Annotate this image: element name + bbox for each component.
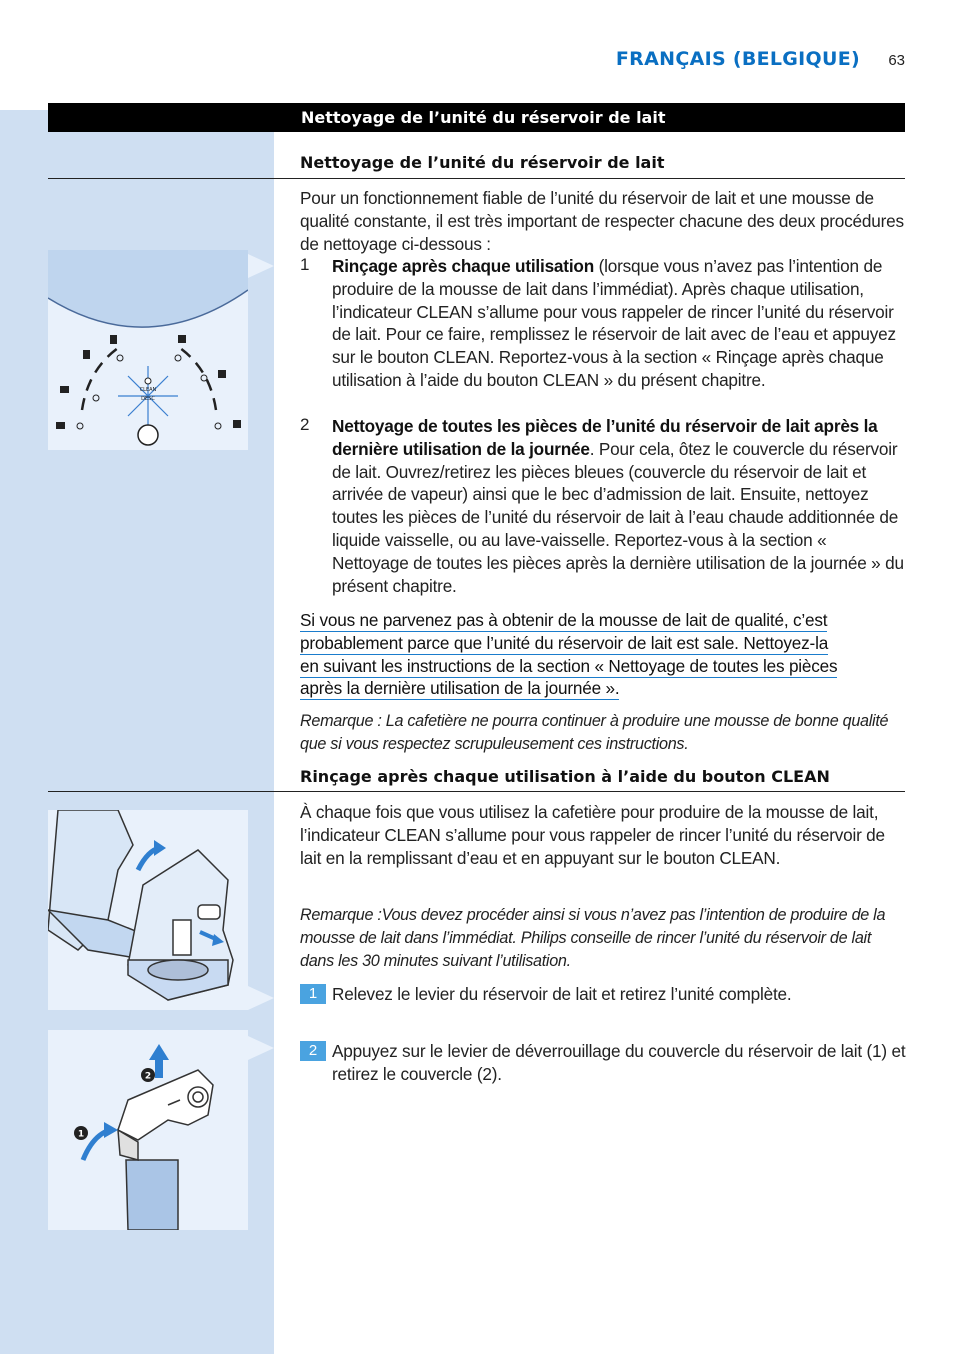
panel-desc-label: DESC [141,396,155,402]
item1-text [332,255,906,392]
section1-heading: Nettoyage de l’unité du réservoir de lait [300,153,665,172]
control-panel-illustration [48,250,248,450]
section2-intro: À chaque fois que vous utilisez la cafetière pour produire de la mousse de lait, l’indicateur CLEAN s’allume pour vous rappeler de rincer l’unité du réservoir de lait en la remplissant d’eau et en appuyant sur le bouton CLEAN. [300,802,885,868]
section-bar [48,103,905,132]
item2-text [332,415,906,597]
step2-badge: 2 [300,1041,326,1061]
warning-line-2: probablement parce que l’unité du réservoir de lait est sale. Nettoyez-la [300,632,829,653]
page-number: 63 [888,52,905,69]
lid-callout-2: 2 [144,1071,152,1082]
item1-body: (lorsque vous n’avez pas l’intention de produire de la mousse de lait dans l’immédiat). Après chaque utilisation, l’indicateur CLEAN s’allume pour vous rappeler de rincer l’unité du réservoir de lait. Pour ce faire, remplissez le réservoir de lait avec de l’eau et appuyez sur le bouton CLEAN. Reportez-vous à la section « Rinçage après chaque utilisation à l’aide du bouton CLEAN » du présent chapitre. [332,256,896,390]
section1-note: Remarque : La cafetière ne pourra continuer à produire une mousse de bonne qualité que si vous respectez scrupuleusement ces instructions. [300,712,889,753]
item1-bold: Rinçage après chaque utilisation [332,256,594,276]
figure3-pointer [248,1036,274,1060]
warning-line-1: Si vous ne parvenez pas à obtenir de la mousse de lait de qualité, c’est [300,610,828,630]
step2-text: Appuyez sur le levier de déverrouillage du couvercle du réservoir de lait (1) et retirez le couvercle (2). [332,1041,906,1084]
section-bar-title: Nettoyage de l’unité du réservoir de lait [301,108,666,127]
section2-heading: Rinçage après chaque utilisation à l’aide du bouton CLEAN [300,767,830,786]
step1-badge: 1 [300,984,326,1004]
item2-number: 2 [300,415,310,434]
item2-bold: Nettoyage de toutes les pièces de l’unité du réservoir de lait après la dernière utilisation de la journée [332,416,878,459]
section2-note: Remarque :Vous devez procéder ainsi si vous n’avez pas l’intention de produire de la mousse de lait dans l’immédiat. Philips conseille de rincer l’unité du réservoir de lait dans les 30 minutes suivant l’utilisation. [300,906,886,970]
warning-line-3: en suivant les instructions de la section « Nettoyage de toutes les pièces [300,655,838,676]
section1-rule [48,178,905,179]
figure2-pointer [248,986,274,1010]
section1-intro: Pour un fonctionnement fiable de l’unité du réservoir de lait et une mousse de qualité constante, il est très important de respecter chacune des deux procédures de nettoyage ci-dessous : [300,188,904,254]
step1-text: Relevez le levier du réservoir de lait et retirez l’unité complète. [332,984,792,1004]
lid-illustration [48,1030,248,1230]
language-header: FRANÇAIS (BELGIQUE) [615,48,860,70]
figure1-pointer [248,254,274,278]
item1-number: 1 [300,255,310,274]
lid-figure [48,1030,248,1230]
section2-rule [48,791,905,792]
lid-callout-1: 1 [77,1129,85,1140]
warning-line-4: après la dernière utilisation de la journée ». [300,678,620,699]
control-panel-figure [48,250,248,450]
warning-block [300,609,906,700]
machine-figure [48,810,248,1010]
machine-illustration [48,810,248,1010]
item2-body: . Pour cela, ôtez le couvercle du réservoir de lait. Ouvrez/retirez les pièces bleues (couvercle du réservoir de lait et arrivée de vapeur) ainsi que le bec d’admission de lait. Ensuite, nettoyez toutes les pièces de l’unité du réservoir de lait à l’eau chaude additionnée de liquide vaisselle, ou au lave-vaisselle. Reportez-vous à la section « Nettoyage de toutes les pièces après la dernière utilisation de la journée » du présent chapitre. [332,438,904,596]
panel-clean-label: CLEAN [139,387,157,393]
